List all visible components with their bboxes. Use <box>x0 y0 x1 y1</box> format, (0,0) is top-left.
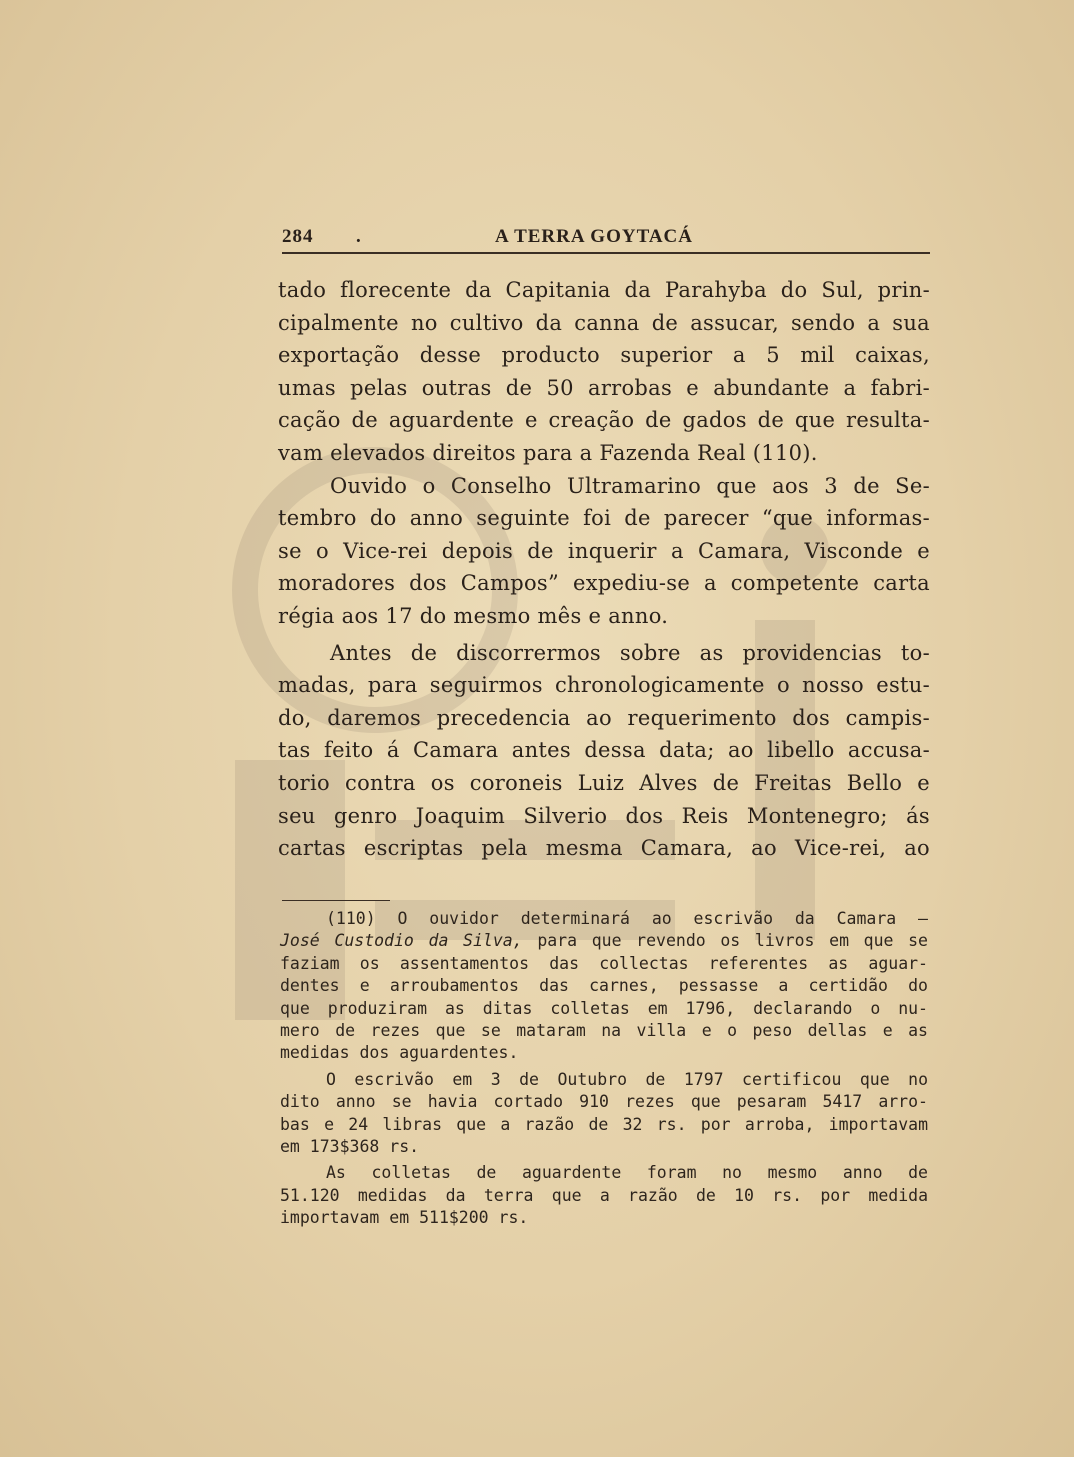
header-separator: . <box>356 226 362 247</box>
paragraph <box>278 470 930 633</box>
text-line: régia aos 17 do mesmo mês e anno. <box>278 603 669 628</box>
text-line: Ouvido o Conselho Ultramarino que aos 3 de Se- <box>330 473 930 498</box>
page-number: 284 <box>282 226 314 247</box>
footnote-line: em 173$368 rs. <box>280 1136 420 1156</box>
footnote-italic-name: José Custodio da Silva, <box>280 931 523 951</box>
text-line: se o Vice-rei depois de inquerir a Camara, Visconde e <box>278 538 930 563</box>
footnote-110 <box>280 908 928 1065</box>
footnote-line: 51.120 medidas da terra que a razão de 10 rs. por medida <box>280 1185 928 1205</box>
text-line: exportação desse producto superior a 5 mil caixas, <box>278 343 930 368</box>
paragraph <box>278 274 930 470</box>
main-text <box>278 274 930 865</box>
text-line: vam elevados direitos para a Fazenda Real (110). <box>278 440 818 465</box>
footnote-line: que produziram as ditas colletas em 1796, declarando o nu- <box>280 998 928 1018</box>
text-line: cipalmente no cultivo da canna de assucar, sendo a sua <box>278 310 930 335</box>
footnote-paragraph <box>280 1069 928 1159</box>
footnote-line: As colletas de aguardente foram no mesmo anno de <box>326 1163 928 1183</box>
footnote-text: para que revendo os livros em que se <box>522 931 928 951</box>
footnotes <box>280 908 928 1229</box>
text-line: tembro do anno seguinte foi de parecer “que informas- <box>278 506 930 531</box>
text-line: cartas escriptas pela mesma Camara, ao Vice-rei, ao <box>278 836 930 861</box>
footnote-line <box>280 930 928 952</box>
footnote-line: importavam em 511$200 rs. <box>280 1208 529 1228</box>
text-line: torio contra os coroneis Luiz Alves de Freitas Bello e <box>278 770 930 795</box>
running-title: A TERRA GOYTACÁ <box>495 226 693 247</box>
text-line: Antes de discorrermos sobre as providencias to- <box>330 640 930 665</box>
footnote-line: dito anno se havia cortado 910 rezes que pesaram 5417 arro- <box>280 1092 928 1112</box>
footnote-line: dentes e arroubamentos das carnes, pessasse a certidão do <box>280 976 928 996</box>
text-line: moradores dos Campos” expediu-se a competente carta <box>278 571 930 596</box>
footnote-rule <box>282 900 390 901</box>
footnote-line: mero de rezes que se mataram na villa e o peso dellas e as <box>280 1020 928 1040</box>
text-line: madas, para seguirmos chronologicamente o nosso estu- <box>278 673 930 698</box>
text-line: do, daremos precedencia ao requerimento dos campis- <box>278 705 930 730</box>
footnote-line: medidas dos aguardentes. <box>280 1043 519 1063</box>
running-header <box>282 226 930 254</box>
text-line: seu genro Joaquim Silverio dos Reis Montenegro; ás <box>278 803 930 828</box>
text-line: tas feito á Camara antes dessa data; ao libello accusa- <box>278 738 930 763</box>
text-line: cação de aguardente e creação de gados de que resulta- <box>278 408 930 433</box>
paragraph <box>278 637 930 865</box>
footnote-line: bas e 24 libras que a razão de 32 rs. por arroba, importavam <box>280 1114 928 1134</box>
footnote-line: (110) O ouvidor determinará ao escrivão da Camara — <box>326 909 928 928</box>
text-line: tado florecente da Capitania da Parahyba do Sul, prin- <box>278 278 930 302</box>
footnote-line: O escrivão em 3 de Outubro de 1797 certificou que no <box>326 1069 928 1089</box>
footnote-line: faziam os assentamentos das collectas referentes as aguar- <box>280 953 928 973</box>
text-line: umas pelas outras de 50 arrobas e abundante a fabri- <box>278 375 930 400</box>
footnote-paragraph <box>280 1162 928 1229</box>
